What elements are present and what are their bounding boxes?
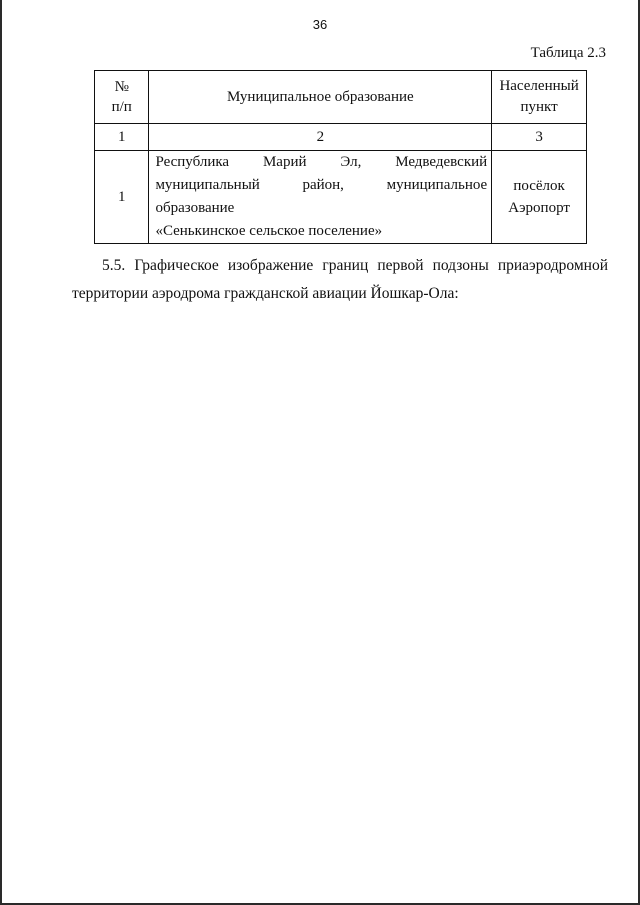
municipality-table [94, 70, 587, 244]
section-heading-line-2: территории аэродрома гражданской авиации Йошкар-Ола: [72, 285, 459, 302]
header-municipality-label: Муниципальное образование [226, 88, 414, 105]
page-border-left [0, 0, 2, 905]
header-number-abbrev: п/п [111, 99, 132, 115]
row-settlement-cell [492, 151, 587, 244]
settlement-line-1: посёлок [513, 178, 565, 194]
column-index-3: 3 [492, 124, 587, 151]
header-settlement-cell [492, 71, 587, 124]
row-municipality-cell [149, 151, 492, 244]
header-number-sign: № [114, 79, 129, 95]
page-number: 36 [312, 17, 328, 32]
column-index-1: 1 [95, 124, 149, 151]
section-heading-line-1: 5.5. Графическое изображение границ первой подзоны приаэродромной [102, 257, 608, 274]
header-settlement-line2: пункт [520, 99, 558, 115]
header-municipality-cell [149, 71, 492, 124]
municipality-line-1: Республика Марий Эл, Медведевский [155, 154, 488, 170]
table-header-row [95, 71, 587, 124]
table-row [95, 151, 587, 244]
header-settlement-line1: Населенный [499, 78, 579, 94]
header-number-cell [95, 71, 149, 124]
municipality-line-3: «Сенькинское сельское поселение» [155, 223, 383, 239]
table-index-row [95, 124, 587, 151]
table-caption: Таблица 2.3 [530, 45, 606, 61]
section-paragraph [72, 252, 608, 308]
column-index-2: 2 [149, 124, 492, 151]
municipality-line-2: муниципальный район, муниципальное образование [155, 177, 488, 216]
row-number-cell: 1 [95, 151, 149, 244]
settlement-line-2: Аэропорт [508, 200, 570, 216]
